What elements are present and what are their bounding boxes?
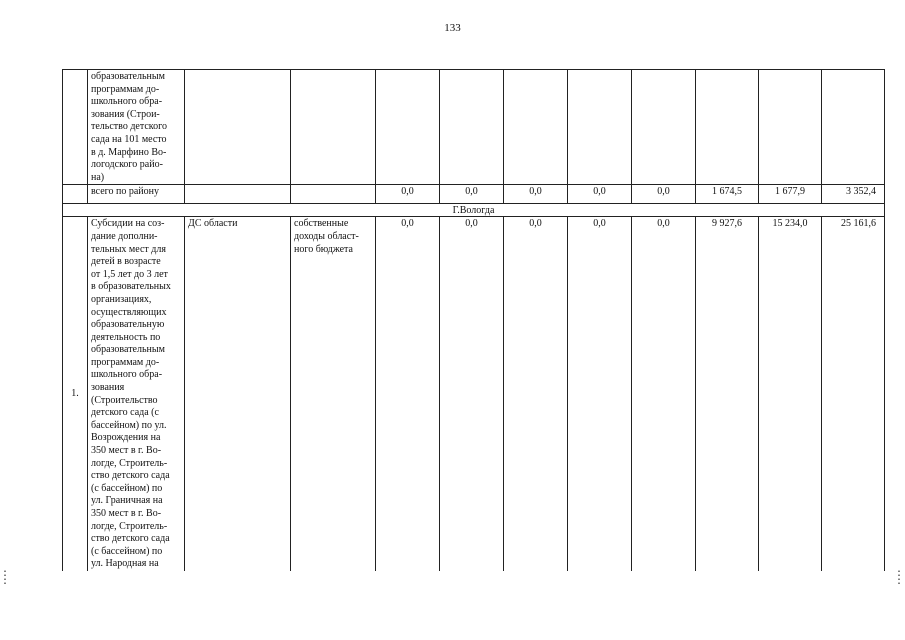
value-cell: 0,0 [568, 185, 632, 204]
right-cut-mark: . . . . [896, 564, 903, 587]
value-cell [376, 70, 440, 185]
value-cell [504, 70, 568, 185]
row-index: 1. [63, 217, 88, 571]
value-cell: 25 161,6 [822, 217, 885, 571]
value-cell: 0,0 [440, 217, 504, 571]
value-cell: 0,0 [568, 217, 632, 571]
value-cell: 3 352,4 [822, 185, 885, 204]
value-cell: 1 677,9 [759, 185, 822, 204]
value-cell: 0,0 [504, 185, 568, 204]
value-cell [822, 70, 885, 185]
budget-table [62, 69, 885, 571]
value-cell: 0,0 [504, 217, 568, 571]
table-row-district-total [63, 185, 885, 204]
value-cell [568, 70, 632, 185]
table-row-continuation [63, 70, 885, 185]
row-recipient [185, 185, 291, 204]
row-source: собственные доходы област- ного бюджета [291, 217, 376, 571]
value-cell: 15 234,0 [759, 217, 822, 571]
value-cell: 9 927,6 [696, 217, 759, 571]
row-name: всего по району [88, 185, 185, 204]
table-row-region-header [63, 204, 885, 217]
table-row-vologda [63, 217, 885, 571]
row-recipient: ДС области [185, 217, 291, 571]
row-recipient [185, 70, 291, 185]
region-header: Г.Вологда [63, 204, 885, 217]
value-cell [759, 70, 822, 185]
value-cell: 0,0 [632, 185, 696, 204]
row-source [291, 70, 376, 185]
row-source [291, 185, 376, 204]
row-index [63, 185, 88, 204]
row-index [63, 70, 88, 185]
value-cell: 1 674,5 [696, 185, 759, 204]
left-cut-mark: . . . . [2, 564, 9, 587]
row-name: Субсидии на соз- дание дополни- тельных мест для детей в возрасте от 1,5 лет до 3 лет в образовательных организациях, осуществляющих образовательную деятельность по образовательным программам до- школьного обра- зования (Строительство детского сада (с бассейном) по ул. Возрождения на 350 мест в г. Во- логде, Строитель- ство детского сада (с бассейном) по ул. Граничная на 350 мест в г. Во- логде, Строитель- ство детского сада (с бассейном) по ул. Народная на [88, 217, 185, 571]
value-cell: 0,0 [376, 185, 440, 204]
value-cell: 0,0 [632, 217, 696, 571]
page-number: 133 [444, 22, 461, 34]
value-cell [632, 70, 696, 185]
value-cell: 0,0 [376, 217, 440, 571]
value-cell [696, 70, 759, 185]
value-cell [440, 70, 504, 185]
value-cell: 0,0 [440, 185, 504, 204]
row-name: образовательным программам до- школьного обра- зования (Строи- тельство детского сада на 101 место в д. Марфино Во- логодского райо- на) [88, 70, 185, 185]
